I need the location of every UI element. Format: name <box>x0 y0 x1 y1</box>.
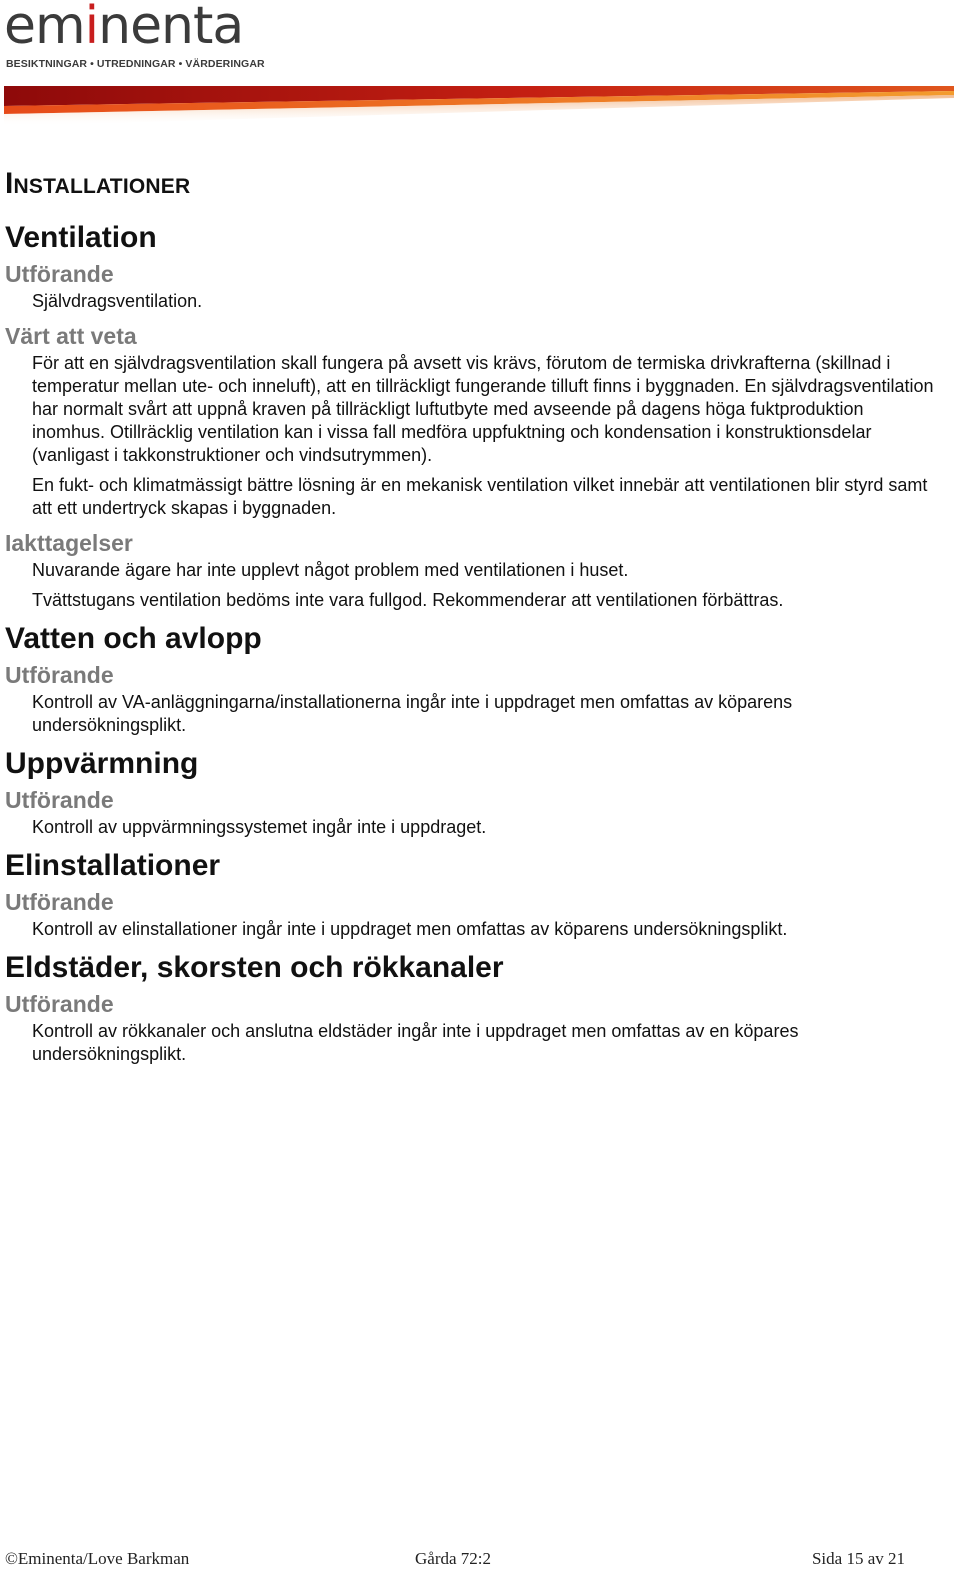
paragraph: En fukt- och klimatmässigt bättre lösning är en mekanisk ventilation vilket innebär att ventilationen blir styrd samt att ett undertryck skapas i byggnaden. <box>32 475 928 518</box>
paragraph: Tvättstugans ventilation bedöms inte vara fullgod. Rekommenderar att ventilationen förbättras. <box>32 590 784 610</box>
paragraph: Kontroll av elinstallationer ingår inte i uppdraget men omfattas av köparens undersökningsplikt. <box>32 919 788 939</box>
page-title: Installationer <box>5 167 191 200</box>
subheading-utforande: Utförande <box>5 991 114 1017</box>
section-title-eldstader: Eldstäder, skorsten och rökkanaler <box>5 951 504 984</box>
company-logo <box>4 0 265 72</box>
header-stripe <box>4 84 954 126</box>
subheading-iakttagelser: Iakttagelser <box>5 530 133 556</box>
subheading-utforande: Utförande <box>5 261 114 287</box>
footer-property-id: Gårda 72:2 <box>415 1549 492 1568</box>
paragraph: Kontroll av rökkanaler och anslutna eldstäder ingår inte i uppdraget men omfattas av en köpares undersökningsplikt. <box>32 1021 799 1064</box>
paragraph: Kontroll av uppvärmningssystemet ingår inte i uppdraget. <box>32 817 487 837</box>
paragraph: För att en självdragsventilation skall fungera på avsett vis krävs, förutom de termiska drivkrafterna (skillnad i temperatur mellan ute- och inneluft), att en tillräckligt fungerande tilluft finns i byggnaden. En självdragsventilation har normalt svårt att uppnå kraven på tillräckligt luftutbyte med avseende på dagens höga fuktproduktion inomhus. Otillräcklig ventilation kan i vissa fall medföra uppfuktning och kondensation i konstruktionsdelar (vanligast i takkonstruktioner och vindsutrymmen). <box>32 353 934 465</box>
subheading-utforande: Utförande <box>5 889 114 915</box>
logo-accent-letter: i <box>84 0 99 56</box>
footer-copyright: ©Eminenta/Love Barkman <box>5 1549 190 1568</box>
section-title-elinstallationer: Elinstallationer <box>5 849 221 882</box>
paragraph: Nuvarande ägare har inte upplevt något problem med ventilationen i huset. <box>32 560 629 580</box>
section-title-vatten: Vatten och avlopp <box>5 622 262 655</box>
logo-tagline: BESIKTNINGAR • UTREDNINGAR • VÄRDERINGAR <box>6 58 265 70</box>
logo-wordmark: eminenta <box>4 0 243 56</box>
paragraph: Kontroll av VA-anläggningarna/installationerna ingår inte i uppdraget men omfattas av köparens undersökningsplikt. <box>32 692 793 735</box>
footer-page-number: Sida 15 av 21 <box>811 1549 905 1568</box>
paragraph: Självdragsventilation. <box>32 291 203 311</box>
section-title-uppvarmning: Uppvärmning <box>5 747 199 780</box>
subheading-vart-att-veta: Värt att veta <box>5 323 137 349</box>
subheading-utforande: Utförande <box>5 662 114 688</box>
subheading-utforande: Utförande <box>5 787 114 813</box>
page-footer <box>5 1549 905 1573</box>
section-title-ventilation: Ventilation <box>5 221 157 254</box>
document-body <box>5 162 935 1073</box>
